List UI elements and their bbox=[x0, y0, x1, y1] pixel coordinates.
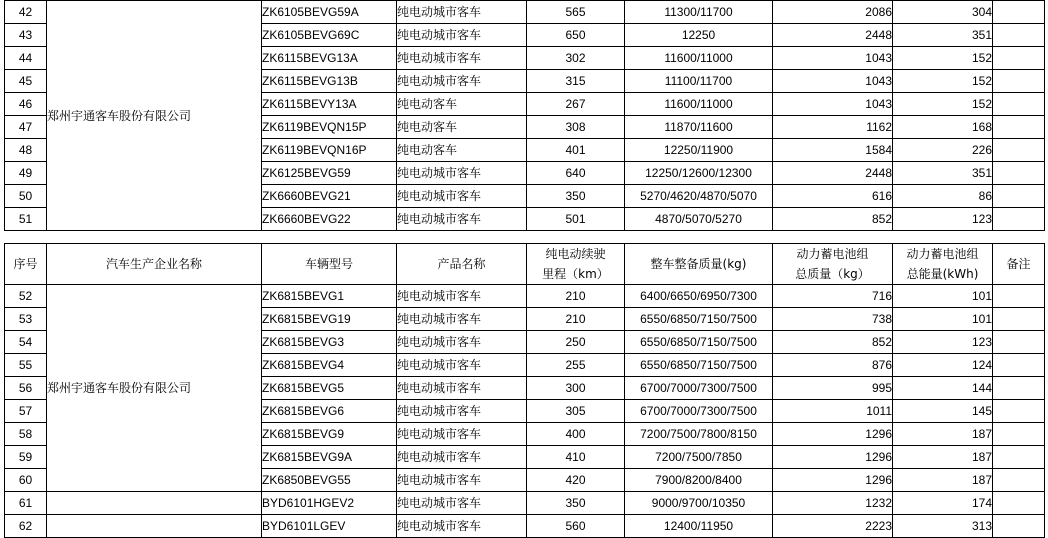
cell-battery-energy: 101 bbox=[893, 285, 993, 308]
cell-range: 250 bbox=[527, 331, 625, 354]
column-header-model: 车辆型号 bbox=[262, 244, 397, 285]
cell-seq: 51 bbox=[5, 208, 47, 231]
cell-product: 纯电动城市客车 bbox=[397, 1, 527, 24]
cell-battery-mass: 738 bbox=[773, 308, 893, 331]
cell-product: 纯电动城市客车 bbox=[397, 285, 527, 308]
cell-range: 315 bbox=[527, 70, 625, 93]
cell-model: BYD6101LGEV bbox=[262, 515, 397, 538]
cell-seq: 55 bbox=[5, 354, 47, 377]
cell-curb-mass: 9000/9700/10350 bbox=[625, 492, 773, 515]
cell-product: 纯电动城市客车 bbox=[397, 469, 527, 492]
cell-model: ZK6115BEVG13A bbox=[262, 47, 397, 70]
cell-remark bbox=[993, 162, 1045, 185]
cell-remark bbox=[993, 423, 1045, 446]
cell-curb-mass: 6550/6850/7150/7500 bbox=[625, 354, 773, 377]
cell-remark bbox=[993, 492, 1045, 515]
column-header-manufacturer: 汽车生产企业名称 bbox=[47, 244, 262, 285]
cell-model: ZK6119BEVQN16P bbox=[262, 139, 397, 162]
cell-seq: 52 bbox=[5, 285, 47, 308]
cell-battery-mass: 1043 bbox=[773, 93, 893, 116]
cell-seq: 61 bbox=[5, 492, 47, 515]
column-header-battery-energy bbox=[893, 244, 993, 285]
cell-curb-mass: 12250/12600/12300 bbox=[625, 162, 773, 185]
cell-battery-mass: 995 bbox=[773, 377, 893, 400]
cell-model: ZK6815BEVG9 bbox=[262, 423, 397, 446]
cell-seq: 48 bbox=[5, 139, 47, 162]
cell-battery-energy: 86 bbox=[893, 185, 993, 208]
cell-curb-mass: 6700/7000/7300/7500 bbox=[625, 400, 773, 423]
cell-battery-mass: 616 bbox=[773, 185, 893, 208]
cell-curb-mass: 6550/6850/7150/7500 bbox=[625, 331, 773, 354]
cell-battery-energy: 123 bbox=[893, 331, 993, 354]
cell-curb-mass: 12250 bbox=[625, 24, 773, 47]
cell-remark bbox=[993, 116, 1045, 139]
cell-battery-energy: 152 bbox=[893, 70, 993, 93]
cell-seq: 44 bbox=[5, 47, 47, 70]
cell-battery-mass: 876 bbox=[773, 354, 893, 377]
cell-range: 210 bbox=[527, 285, 625, 308]
cell-curb-mass: 11600/11000 bbox=[625, 93, 773, 116]
cell-model: ZK6815BEVG19 bbox=[262, 308, 397, 331]
cell-seq: 53 bbox=[5, 308, 47, 331]
cell-curb-mass: 11870/11600 bbox=[625, 116, 773, 139]
table-row bbox=[5, 1, 1045, 24]
cell-range: 350 bbox=[527, 185, 625, 208]
cell-remark bbox=[993, 139, 1045, 162]
cell-model: ZK6119BEVQN15P bbox=[262, 116, 397, 139]
cell-product: 纯电动城市客车 bbox=[397, 185, 527, 208]
cell-model: ZK6660BEVG22 bbox=[262, 208, 397, 231]
cell-seq: 60 bbox=[5, 469, 47, 492]
cell-seq: 56 bbox=[5, 377, 47, 400]
column-header-remark: 备注 bbox=[993, 244, 1045, 285]
cell-seq: 50 bbox=[5, 185, 47, 208]
cell-remark bbox=[993, 308, 1045, 331]
cell-curb-mass: 7900/8200/8400 bbox=[625, 469, 773, 492]
cell-product: 纯电动城市客车 bbox=[397, 162, 527, 185]
cell-remark bbox=[993, 446, 1045, 469]
cell-battery-energy: 187 bbox=[893, 446, 993, 469]
cell-battery-mass: 852 bbox=[773, 331, 893, 354]
column-header-curb-mass: 整车整备质量(kg) bbox=[625, 244, 773, 285]
cell-product: 纯电动城市客车 bbox=[397, 47, 527, 70]
cell-product: 纯电动城市客车 bbox=[397, 400, 527, 423]
cell-battery-energy: 187 bbox=[893, 469, 993, 492]
cell-battery-energy: 351 bbox=[893, 24, 993, 47]
cell-seq: 43 bbox=[5, 24, 47, 47]
cell-battery-energy: 101 bbox=[893, 308, 993, 331]
cell-curb-mass: 11600/11000 bbox=[625, 47, 773, 70]
cell-range: 400 bbox=[527, 423, 625, 446]
table-row bbox=[5, 285, 1045, 308]
cell-seq: 47 bbox=[5, 116, 47, 139]
cell-curb-mass: 12400/11950 bbox=[625, 515, 773, 538]
vehicle-catalog-table-bottom bbox=[4, 243, 1045, 538]
cell-range: 501 bbox=[527, 208, 625, 231]
cell-manufacturer: 郑州宇通客车股份有限公司 bbox=[47, 1, 262, 231]
table-row bbox=[5, 515, 1045, 538]
cell-remark bbox=[993, 354, 1045, 377]
cell-battery-energy: 152 bbox=[893, 93, 993, 116]
cell-battery-mass: 852 bbox=[773, 208, 893, 231]
cell-remark bbox=[993, 515, 1045, 538]
cell-remark bbox=[993, 70, 1045, 93]
cell-remark bbox=[993, 93, 1045, 116]
cell-battery-energy: 144 bbox=[893, 377, 993, 400]
cell-model: ZK6815BEVG9A bbox=[262, 446, 397, 469]
cell-model: ZK6105BEVG59A bbox=[262, 1, 397, 24]
column-header-battery-energy-line1: 动力蓄电池组 bbox=[906, 247, 979, 261]
cell-seq: 58 bbox=[5, 423, 47, 446]
cell-range: 210 bbox=[527, 308, 625, 331]
cell-range: 300 bbox=[527, 377, 625, 400]
cell-remark bbox=[993, 400, 1045, 423]
cell-model: ZK6850BEVG55 bbox=[262, 469, 397, 492]
cell-seq: 49 bbox=[5, 162, 47, 185]
cell-battery-mass: 1232 bbox=[773, 492, 893, 515]
cell-curb-mass: 11300/11700 bbox=[625, 1, 773, 24]
cell-curb-mass: 6700/7000/7300/7500 bbox=[625, 377, 773, 400]
cell-model: ZK6815BEVG1 bbox=[262, 285, 397, 308]
cell-curb-mass: 5270/4620/4870/5070 bbox=[625, 185, 773, 208]
cell-battery-mass: 1296 bbox=[773, 469, 893, 492]
cell-product: 纯电动客车 bbox=[397, 116, 527, 139]
cell-battery-energy: 174 bbox=[893, 492, 993, 515]
cell-seq: 54 bbox=[5, 331, 47, 354]
cell-range: 350 bbox=[527, 492, 625, 515]
cell-range: 255 bbox=[527, 354, 625, 377]
cell-remark bbox=[993, 185, 1045, 208]
cell-seq: 45 bbox=[5, 70, 47, 93]
cell-range: 401 bbox=[527, 139, 625, 162]
cell-remark bbox=[993, 377, 1045, 400]
cell-product: 纯电动城市客车 bbox=[397, 377, 527, 400]
vehicle-catalog-table-top bbox=[4, 0, 1045, 231]
cell-product: 纯电动城市客车 bbox=[397, 354, 527, 377]
cell-model: ZK6105BEVG69C bbox=[262, 24, 397, 47]
cell-battery-energy: 187 bbox=[893, 423, 993, 446]
cell-battery-mass: 1011 bbox=[773, 400, 893, 423]
cell-product: 纯电动城市客车 bbox=[397, 24, 527, 47]
cell-range: 560 bbox=[527, 515, 625, 538]
cell-model: ZK6815BEVG6 bbox=[262, 400, 397, 423]
cell-battery-energy: 152 bbox=[893, 47, 993, 70]
cell-product: 纯电动城市客车 bbox=[397, 208, 527, 231]
cell-battery-mass: 1043 bbox=[773, 47, 893, 70]
cell-curb-mass: 6550/6850/7150/7500 bbox=[625, 308, 773, 331]
cell-product: 纯电动客车 bbox=[397, 93, 527, 116]
column-header-product: 产品名称 bbox=[397, 244, 527, 285]
cell-model: ZK6125BEVG59 bbox=[262, 162, 397, 185]
cell-battery-mass: 1043 bbox=[773, 70, 893, 93]
cell-battery-energy: 304 bbox=[893, 1, 993, 24]
cell-model: ZK6115BEVY13A bbox=[262, 93, 397, 116]
table-header-row bbox=[5, 244, 1045, 285]
cell-range: 565 bbox=[527, 1, 625, 24]
cell-seq: 59 bbox=[5, 446, 47, 469]
cell-remark bbox=[993, 331, 1045, 354]
cell-manufacturer-empty bbox=[47, 492, 262, 515]
cell-battery-energy: 226 bbox=[893, 139, 993, 162]
cell-remark bbox=[993, 285, 1045, 308]
cell-battery-mass: 2223 bbox=[773, 515, 893, 538]
cell-range: 305 bbox=[527, 400, 625, 423]
page-break-gap bbox=[0, 231, 1048, 243]
cell-remark bbox=[993, 1, 1045, 24]
cell-manufacturer: 郑州宇通客车股份有限公司 bbox=[47, 285, 262, 492]
cell-battery-energy: 351 bbox=[893, 162, 993, 185]
cell-model: ZK6815BEVG5 bbox=[262, 377, 397, 400]
cell-seq: 57 bbox=[5, 400, 47, 423]
column-header-battery-mass-line2: 总质量（kg） bbox=[795, 267, 870, 281]
column-header-battery-energy-line2: 总能量(kWh) bbox=[906, 267, 979, 281]
cell-range: 410 bbox=[527, 446, 625, 469]
cell-range: 420 bbox=[527, 469, 625, 492]
cell-remark bbox=[993, 47, 1045, 70]
column-header-battery-mass-line1: 动力蓄电池组 bbox=[796, 247, 869, 261]
cell-range: 302 bbox=[527, 47, 625, 70]
cell-battery-mass: 1162 bbox=[773, 116, 893, 139]
cell-battery-energy: 145 bbox=[893, 400, 993, 423]
cell-battery-mass: 2448 bbox=[773, 162, 893, 185]
cell-model: BYD6101HGEV2 bbox=[262, 492, 397, 515]
cell-battery-mass: 716 bbox=[773, 285, 893, 308]
cell-range: 308 bbox=[527, 116, 625, 139]
cell-product: 纯电动客车 bbox=[397, 139, 527, 162]
cell-remark bbox=[993, 208, 1045, 231]
cell-curb-mass: 6400/6650/6950/7300 bbox=[625, 285, 773, 308]
cell-battery-mass: 1584 bbox=[773, 139, 893, 162]
cell-product: 纯电动城市客车 bbox=[397, 308, 527, 331]
column-header-seq: 序号 bbox=[5, 244, 47, 285]
cell-model: ZK6115BEVG13B bbox=[262, 70, 397, 93]
cell-product: 纯电动城市客车 bbox=[397, 515, 527, 538]
cell-range: 650 bbox=[527, 24, 625, 47]
cell-range: 640 bbox=[527, 162, 625, 185]
cell-product: 纯电动城市客车 bbox=[397, 331, 527, 354]
cell-remark bbox=[993, 469, 1045, 492]
table-row bbox=[5, 492, 1045, 515]
column-header-range-line1: 纯电动续驶 bbox=[545, 247, 606, 261]
cell-product: 纯电动城市客车 bbox=[397, 492, 527, 515]
cell-battery-energy: 313 bbox=[893, 515, 993, 538]
cell-battery-energy: 123 bbox=[893, 208, 993, 231]
cell-battery-mass: 1296 bbox=[773, 446, 893, 469]
column-header-range bbox=[527, 244, 625, 285]
cell-product: 纯电动城市客车 bbox=[397, 423, 527, 446]
cell-seq: 62 bbox=[5, 515, 47, 538]
cell-manufacturer-empty bbox=[47, 515, 262, 538]
cell-product: 纯电动城市客车 bbox=[397, 446, 527, 469]
cell-battery-mass: 1296 bbox=[773, 423, 893, 446]
cell-battery-energy: 124 bbox=[893, 354, 993, 377]
column-header-battery-mass bbox=[773, 244, 893, 285]
cell-seq: 46 bbox=[5, 93, 47, 116]
cell-curb-mass: 7200/7500/7800/8150 bbox=[625, 423, 773, 446]
cell-seq: 42 bbox=[5, 1, 47, 24]
cell-product: 纯电动城市客车 bbox=[397, 70, 527, 93]
cell-model: ZK6815BEVG3 bbox=[262, 331, 397, 354]
cell-battery-mass: 2448 bbox=[773, 24, 893, 47]
column-header-range-line2: 里程（km） bbox=[542, 267, 609, 281]
cell-model: ZK6815BEVG4 bbox=[262, 354, 397, 377]
cell-battery-energy: 168 bbox=[893, 116, 993, 139]
cell-range: 267 bbox=[527, 93, 625, 116]
cell-remark bbox=[993, 24, 1045, 47]
cell-curb-mass: 11100/11700 bbox=[625, 70, 773, 93]
cell-battery-mass: 2086 bbox=[773, 1, 893, 24]
cell-curb-mass: 4870/5070/5270 bbox=[625, 208, 773, 231]
cell-curb-mass: 12250/11900 bbox=[625, 139, 773, 162]
cell-model: ZK6660BEVG21 bbox=[262, 185, 397, 208]
cell-curb-mass: 7200/7500/7850 bbox=[625, 446, 773, 469]
